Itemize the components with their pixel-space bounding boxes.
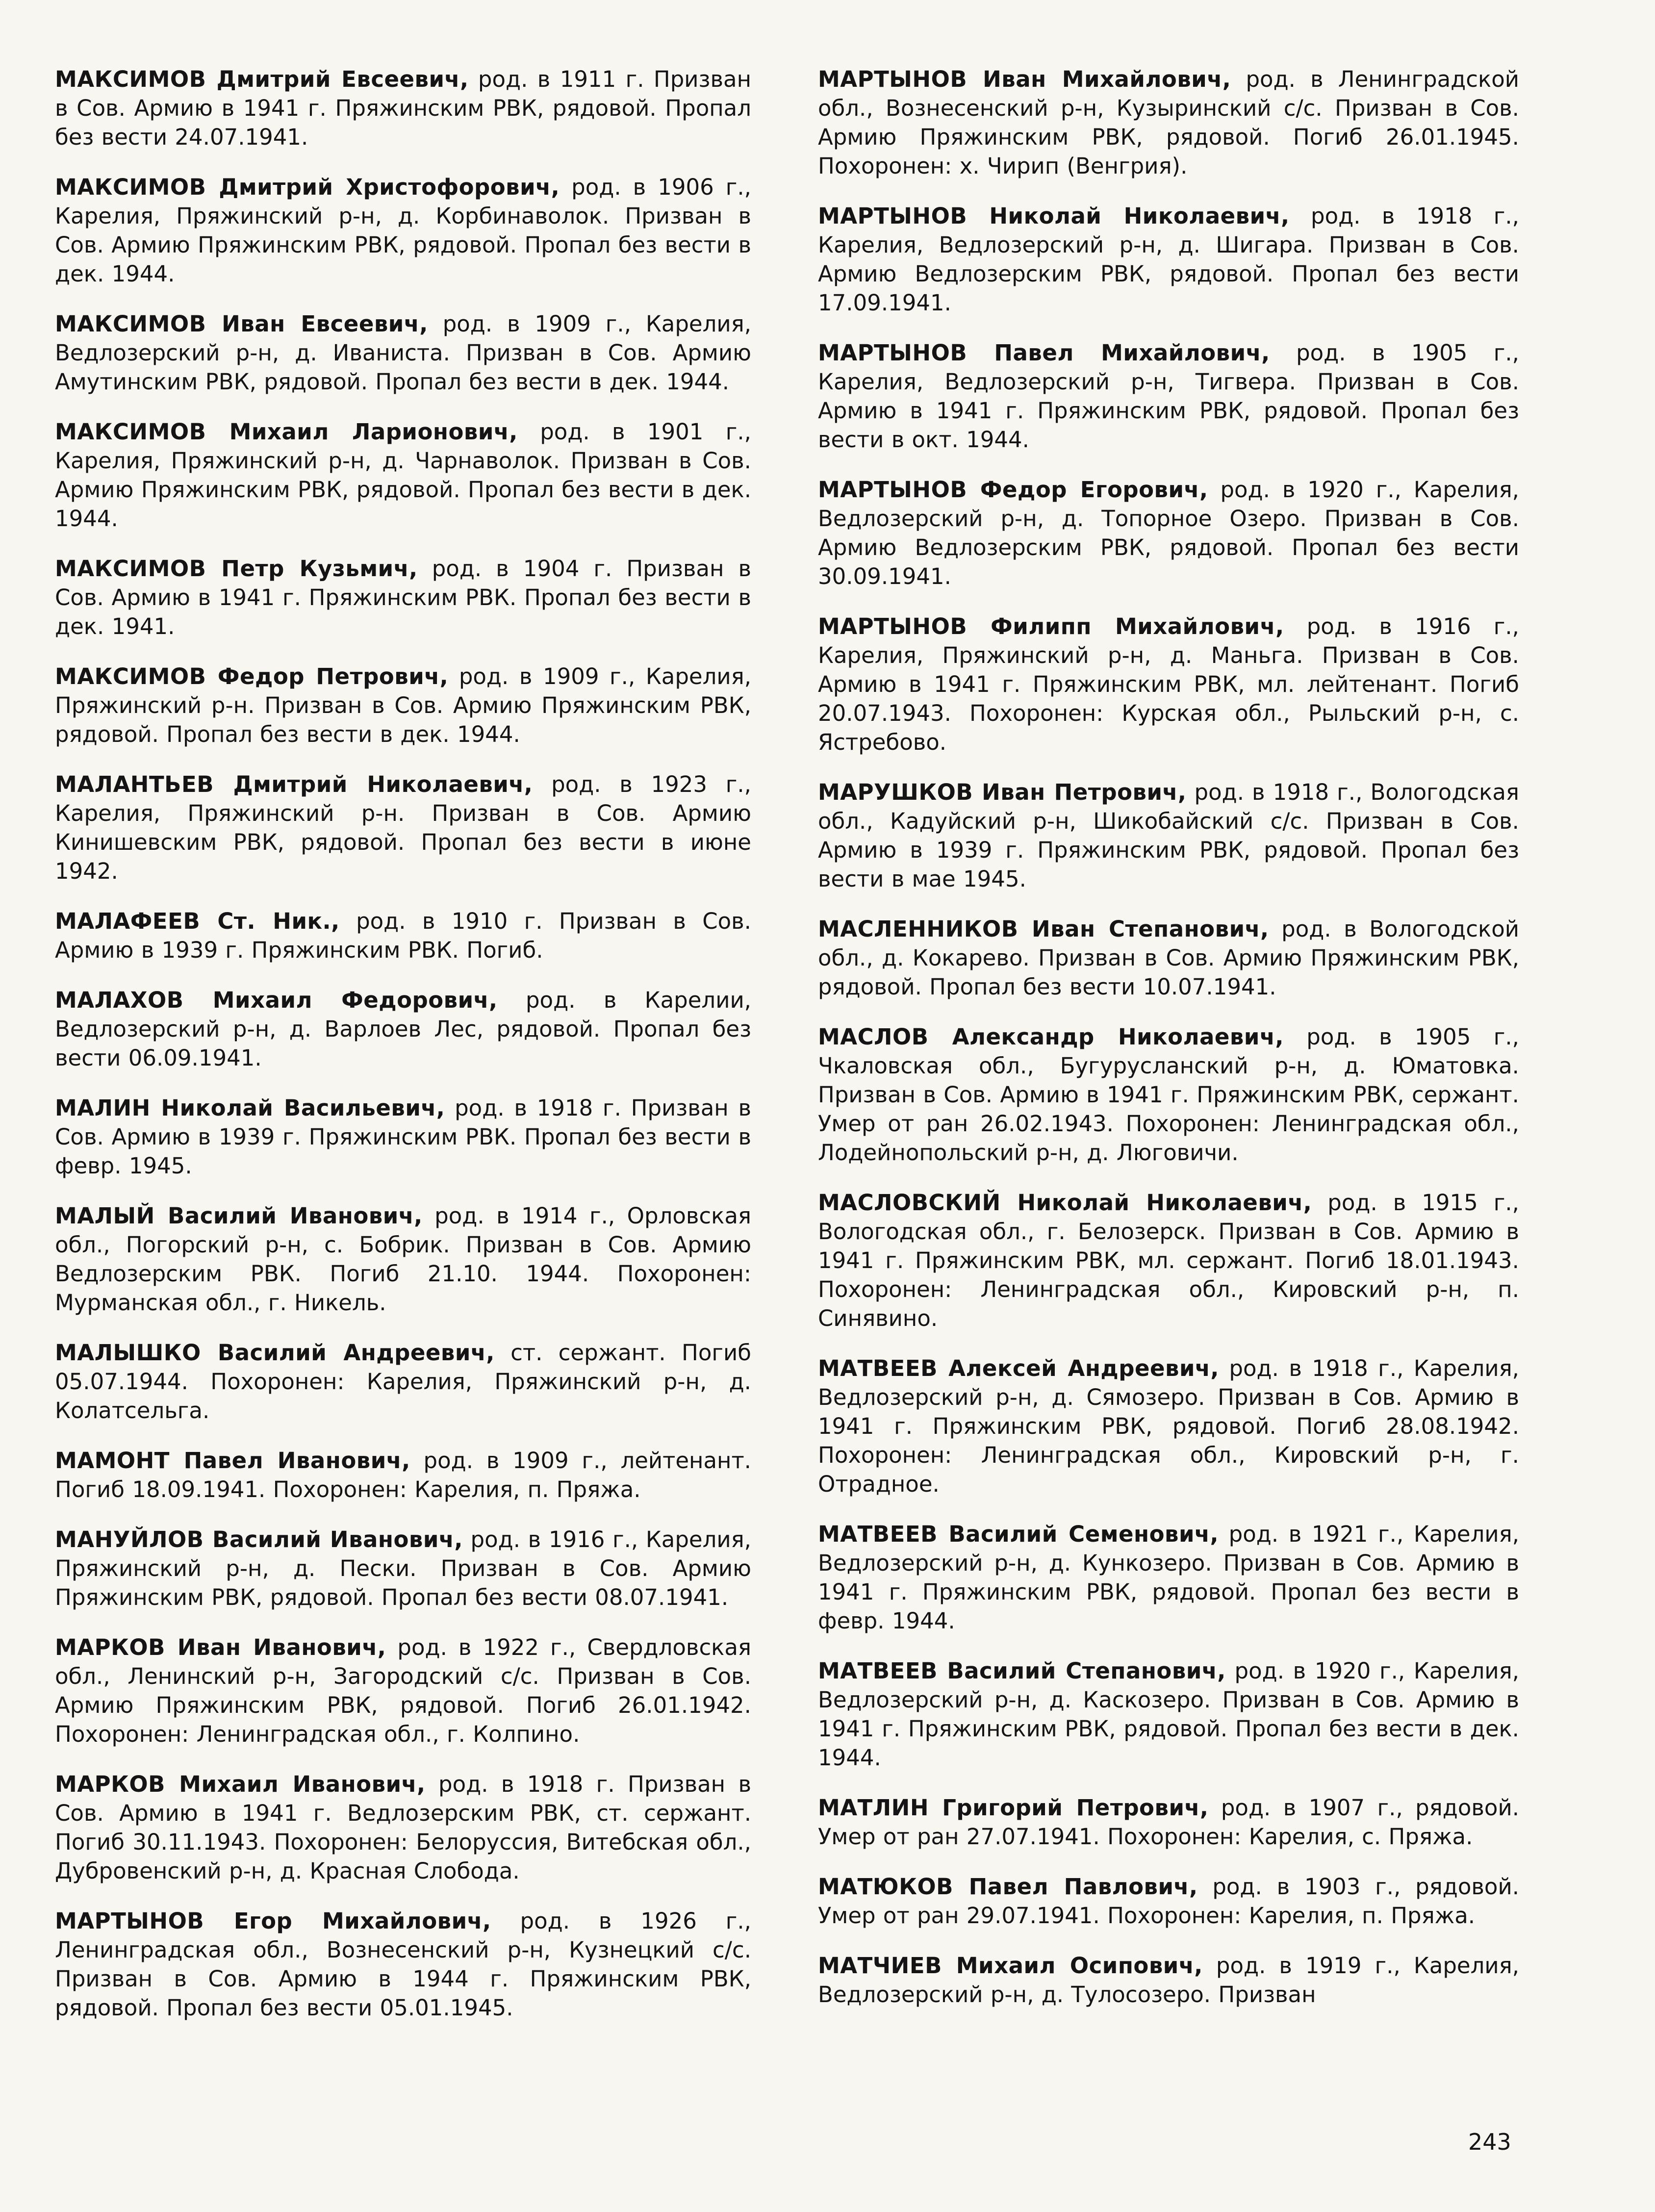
entry-details: род. в 1920 г., Карелия, Ведлозерский р-н, д. Каскозеро. Призван в Сов. Армию в 1941 г. Пряжинским РВК, рядовой. Пропал без вести в дек. 1944. xyxy=(818,1658,1519,1771)
person-name: МАРУШКОВ Иван Петрович, xyxy=(818,779,1187,805)
entry-details: род. в 1922 г., Свердловская обл., Ленинский р-н, Загородский с/с. Призван в Сов. Армию Пряжинским РВК, рядовой. Погиб 26.01.1942. Похоронен: Ленинградская обл., г. Колпино. xyxy=(55,1634,752,1747)
biographical-entry xyxy=(818,1022,1519,1167)
person-name: МАРТЫНОВ Егор Михайлович, xyxy=(55,1908,491,1934)
person-name: МАКСИМОВ Дмитрий Евсеевич, xyxy=(55,66,469,92)
biographical-entry xyxy=(55,554,751,641)
biographical-entry xyxy=(55,1446,751,1504)
biographical-entry xyxy=(55,907,751,965)
biographical-entry xyxy=(818,1951,1519,2009)
biographical-entry xyxy=(55,1633,751,1749)
person-name: МАРКОВ Иван Иванович, xyxy=(55,1634,386,1660)
person-name: МАСЛОВСКИЙ Николай Николаевич, xyxy=(818,1190,1312,1216)
biographical-entry xyxy=(818,1656,1519,1772)
biographical-entry xyxy=(55,65,751,152)
person-name: МАРТЫНОВ Иван Михайлович, xyxy=(818,66,1231,92)
person-name: МАКСИМОВ Михаил Ларионович, xyxy=(55,419,518,445)
biographical-entry xyxy=(55,1093,751,1180)
entry-details: род. в 1918 г., Карелия, Ведлозерский р-н, д. Сямозеро. Призван в Сов. Армию в 1941 г. Пряжинским РВК, рядовой. Погиб 28.08.1942. Похоронен: Ленинградская обл., Кировский р-н, г. Отрадное. xyxy=(818,1355,1519,1497)
biographical-entry xyxy=(818,475,1519,591)
entry-details: род. в 1918 г., Вологодская обл., Кадуйский р-н, Шикобайский с/с. Призван в Сов. Армию в 1939 г. Пряжинским РВК, рядовой. Пропал без вести в мае 1945. xyxy=(818,779,1519,892)
biographical-entry xyxy=(55,1525,751,1612)
biographical-entry xyxy=(55,173,751,288)
person-name: МАЛАНТЬЕВ Дмитрий Николаевич, xyxy=(55,771,533,797)
person-name: МАЛАФЕЕВ Ст. Ник., xyxy=(55,908,340,934)
entry-details: род. в 1909 г., лейтенант. Погиб 18.09.1941. Похоронен: Карелия, п. Пряжа. xyxy=(55,1448,751,1502)
biographical-entry xyxy=(55,417,751,533)
entry-details: ст. сержант. Погиб 05.07.1944. Похоронен: Карелия, Пряжинский р-н, д. Колатсельга. xyxy=(55,1340,751,1424)
biographical-entry xyxy=(55,662,751,749)
entry-details: род. в 1921 г., Карелия, Ведлозерский р-н, д. Кункозеро. Призван в Сов. Армию в 1941 г. Пряжинским РВК, рядовой. Пропал без вести в февр. 1944. xyxy=(818,1521,1519,1634)
person-name: МАТЧИЕВ Михаил Осипович, xyxy=(818,1953,1203,1979)
person-name: МАКСИМОВ Федор Петрович, xyxy=(55,663,449,689)
entry-details: род. в 1910 г. Призван в Сов. Армию в 1939 г. Пряжинским РВК. Погиб. xyxy=(55,908,751,963)
person-name: МАТЮКОВ Павел Павлович, xyxy=(818,1874,1198,1900)
entry-details: род. в 1903 г., рядовой. Умер от ран 29.07.1941. Похоронен: Карелия, п. Пряжа. xyxy=(818,1874,1520,1929)
entry-details: род. в 1904 г. Призван в Сов. Армию в 1941 г. Пряжинским РВК. Пропал без вести в дек. 1941. xyxy=(55,556,751,639)
entry-details: род. в 1919 г., Карелия, Ведлозерский р-н, д. Тулосозеро. Призван xyxy=(818,1953,1519,2008)
entry-details: род. в 1907 г., рядовой. Умер от ран 27.07.1941. Похоронен: Карелия, с. Пряжа. xyxy=(818,1795,1519,1850)
person-name: МАЛИН Николай Васильевич, xyxy=(55,1095,445,1121)
person-name: МАРКОВ Михаил Иванович, xyxy=(55,1771,426,1797)
person-name: МАТВЕЕВ Василий Семенович, xyxy=(818,1521,1219,1547)
person-name: МАТВЕЕВ Алексей Андреевич, xyxy=(818,1355,1219,1381)
left-column xyxy=(55,65,751,2043)
person-name: МАКСИМОВ Дмитрий Христофорович, xyxy=(55,174,560,200)
person-name: МАТЛИН Григорий Петрович, xyxy=(818,1795,1209,1821)
biographical-entry xyxy=(818,1188,1519,1333)
biographical-entry xyxy=(818,1354,1519,1499)
entry-details: род. в 1914 г., Орловская обл., Погорский р-н, с. Бобрик. Призван в Сов. Армию Ведлозерским РВК. Погиб 21.10. 1944. Похоронен: Мурманская обл., г. Никель. xyxy=(55,1203,751,1316)
biographical-entry xyxy=(818,1793,1519,1851)
entry-details: род. в 1909 г., Карелия, Ведлозерский р-н, д. Иваниста. Призван в Сов. Армию Амутинским РВК, рядовой. Пропал без вести в дек. 1944. xyxy=(55,311,752,395)
person-name: МАСЛЕННИКОВ Иван Степанович, xyxy=(818,916,1269,942)
entry-details: род. в 1906 г., Карелия, Пряжинский р-н, д. Корбинаволок. Призван в Сов. Армию Пряжинским РВК, рядовой. Пропал без вести в дек. 1944. xyxy=(55,174,751,287)
entry-details: род. в 1918 г., Карелия, Ведлозерский р-н, д. Шигара. Призван в Сов. Армию Ведлозерским РВК, рядовой. Пропал без вести 17.09.1941. xyxy=(818,203,1519,316)
entry-details: род. в 1915 г., Вологодская обл., г. Белозерск. Призван в Сов. Армию в 1941 г. Пряжинским РВК, мл. сержант. Погиб 18.01.1943. Похоронен: Ленинградская обл., Кировский р-н, п. Синявино. xyxy=(818,1190,1519,1331)
biographical-entry xyxy=(55,309,751,396)
person-name: МАТВЕЕВ Василий Степанович, xyxy=(818,1658,1226,1684)
biographical-entry xyxy=(818,338,1519,454)
biographical-entry xyxy=(818,65,1519,180)
biographical-entry xyxy=(55,1770,751,1885)
entry-details: род. в 1905 г., Чкаловская обл., Бугурусланский р-н, д. Юматовка. Призван в Сов. Армию в 1941 г. Пряжинским РВК, сержант. Умер от ран 26.02.1943. Похоронен: Ленинградская обл., Лодейнопольский р-н, д. Люговичи. xyxy=(818,1024,1519,1166)
person-name: МАРТЫНОВ Павел Михайлович, xyxy=(818,340,1270,366)
biographical-entry xyxy=(55,1907,751,2022)
biographical-entry xyxy=(818,915,1519,1001)
biographical-entry xyxy=(818,1872,1519,1930)
person-name: МАРТЫНОВ Филипп Михайлович, xyxy=(818,613,1284,639)
biographical-entry xyxy=(818,778,1519,893)
biographical-entry xyxy=(818,612,1519,757)
person-name: МАСЛОВ Александр Николаевич, xyxy=(818,1024,1284,1050)
entry-details: род. в Ленинградской обл., Вознесенский р-н, Кузыринский с/с. Призван в Сов. Армию Пряжинским РВК, рядовой. Погиб 26.01.1945. Похоронен: х. Чирип (Венгрия). xyxy=(818,66,1519,179)
person-name: МАРТЫНОВ Николай Николаевич, xyxy=(818,203,1290,229)
biographical-entry xyxy=(818,1520,1519,1635)
entry-details: род. в Карелии, Ведлозерский р-н, д. Варлоев Лес, рядовой. Пропал без вести 06.09.1941. xyxy=(55,987,751,1071)
person-name: МАКСИМОВ Петр Кузьмич, xyxy=(55,556,418,582)
biographical-entry xyxy=(55,770,751,886)
biographical-entry xyxy=(818,202,1519,317)
biographical-entry xyxy=(55,1201,751,1317)
biographical-entry xyxy=(55,986,751,1072)
person-name: МАЛАХОВ Михаил Федорович, xyxy=(55,987,498,1013)
entry-details: род. в Вологодской обл., д. Кокарево. Призван в Сов. Армию Пряжинским РВК, рядовой. Пропал без вести 10.07.1941. xyxy=(818,916,1519,1000)
entry-details: род. в 1918 г. Призван в Сов. Армию в 1941 г. Ведлозерским РВК, ст. сержант. Погиб 30.11.1943. Похоронен: Белоруссия, Витебская обл., Дубровенский р-н, д. Красная Слобода. xyxy=(55,1771,752,1884)
person-name: МАЛЫШКО Василий Андреевич, xyxy=(55,1340,495,1366)
entry-details: род. в 1916 г., Карелия, Пряжинский р-н, д. Пески. Призван в Сов. Армию Пряжинским РВК, рядовой. Пропал без вести 08.07.1941. xyxy=(55,1526,751,1610)
entry-details: род. в 1916 г., Карелия, Пряжинский р-н, д. Маньга. Призван в Сов. Армию в 1941 г. Пряжинским РВК, мл. лейтенант. Погиб 20.07.1943. Похоронен: Курская обл., Рыльский р-н, с. Ястребово. xyxy=(818,613,1519,755)
entry-details: род. в 1918 г. Призван в Сов. Армию в 1939 г. Пряжинским РВК. Пропал без вести в февр. 1945. xyxy=(55,1095,751,1179)
entry-details: род. в 1901 г., Карелия, Пряжинский р-н, д. Чарнаволок. Призван в Сов. Армию Пряжинским РВК, рядовой. Пропал без вести в дек. 1944. xyxy=(55,419,751,532)
person-name: МАРТЫНОВ Федор Егорович, xyxy=(818,477,1208,503)
entry-details: род. в 1923 г., Карелия, Пряжинский р-н. Призван в Сов. Армию Кинишевским РВК, рядовой. Пропал без вести в июне 1942. xyxy=(55,771,751,884)
entry-details: род. в 1911 г. Призван в Сов. Армию в 1941 г. Пряжинским РВК, рядовой. Пропал без вести 24.07.1941. xyxy=(55,66,751,150)
right-column xyxy=(818,65,1519,2030)
page-number: 243 xyxy=(1468,2129,1511,2155)
person-name: МАЛЫЙ Василий Иванович, xyxy=(55,1203,423,1229)
entry-details: род. в 1926 г., Ленинградская обл., Вознесенский р-н, Кузнецкий с/с. Призван в Сов. Армию в 1944 г. Пряжинским РВК, рядовой. Пропал без вести 05.01.1945. xyxy=(55,1908,751,2021)
person-name: МАМОНТ Павел Иванович, xyxy=(55,1448,410,1474)
entry-details: род. в 1905 г., Карелия, Ведлозерский р-н, Тигвера. Призван в Сов. Армию в 1941 г. Пряжинским РВК, рядовой. Пропал без вести в окт. 1944. xyxy=(818,340,1519,453)
person-name: МАКСИМОВ Иван Евсеевич, xyxy=(55,311,428,337)
entry-details: род. в 1920 г., Карелия, Ведлозерский р-н, д. Топорное Озеро. Призван в Сов. Армию Ведлозерским РВК, рядовой. Пропал без вести 30.09.1941. xyxy=(818,477,1519,589)
entry-details: род. в 1909 г., Карелия, Пряжинский р-н. Призван в Сов. Армию Пряжинским РВК, рядовой. Пропал без вести в дек. 1944. xyxy=(55,663,751,747)
biographical-entry xyxy=(55,1338,751,1425)
person-name: МАНУЙЛОВ Василий Иванович, xyxy=(55,1526,463,1552)
